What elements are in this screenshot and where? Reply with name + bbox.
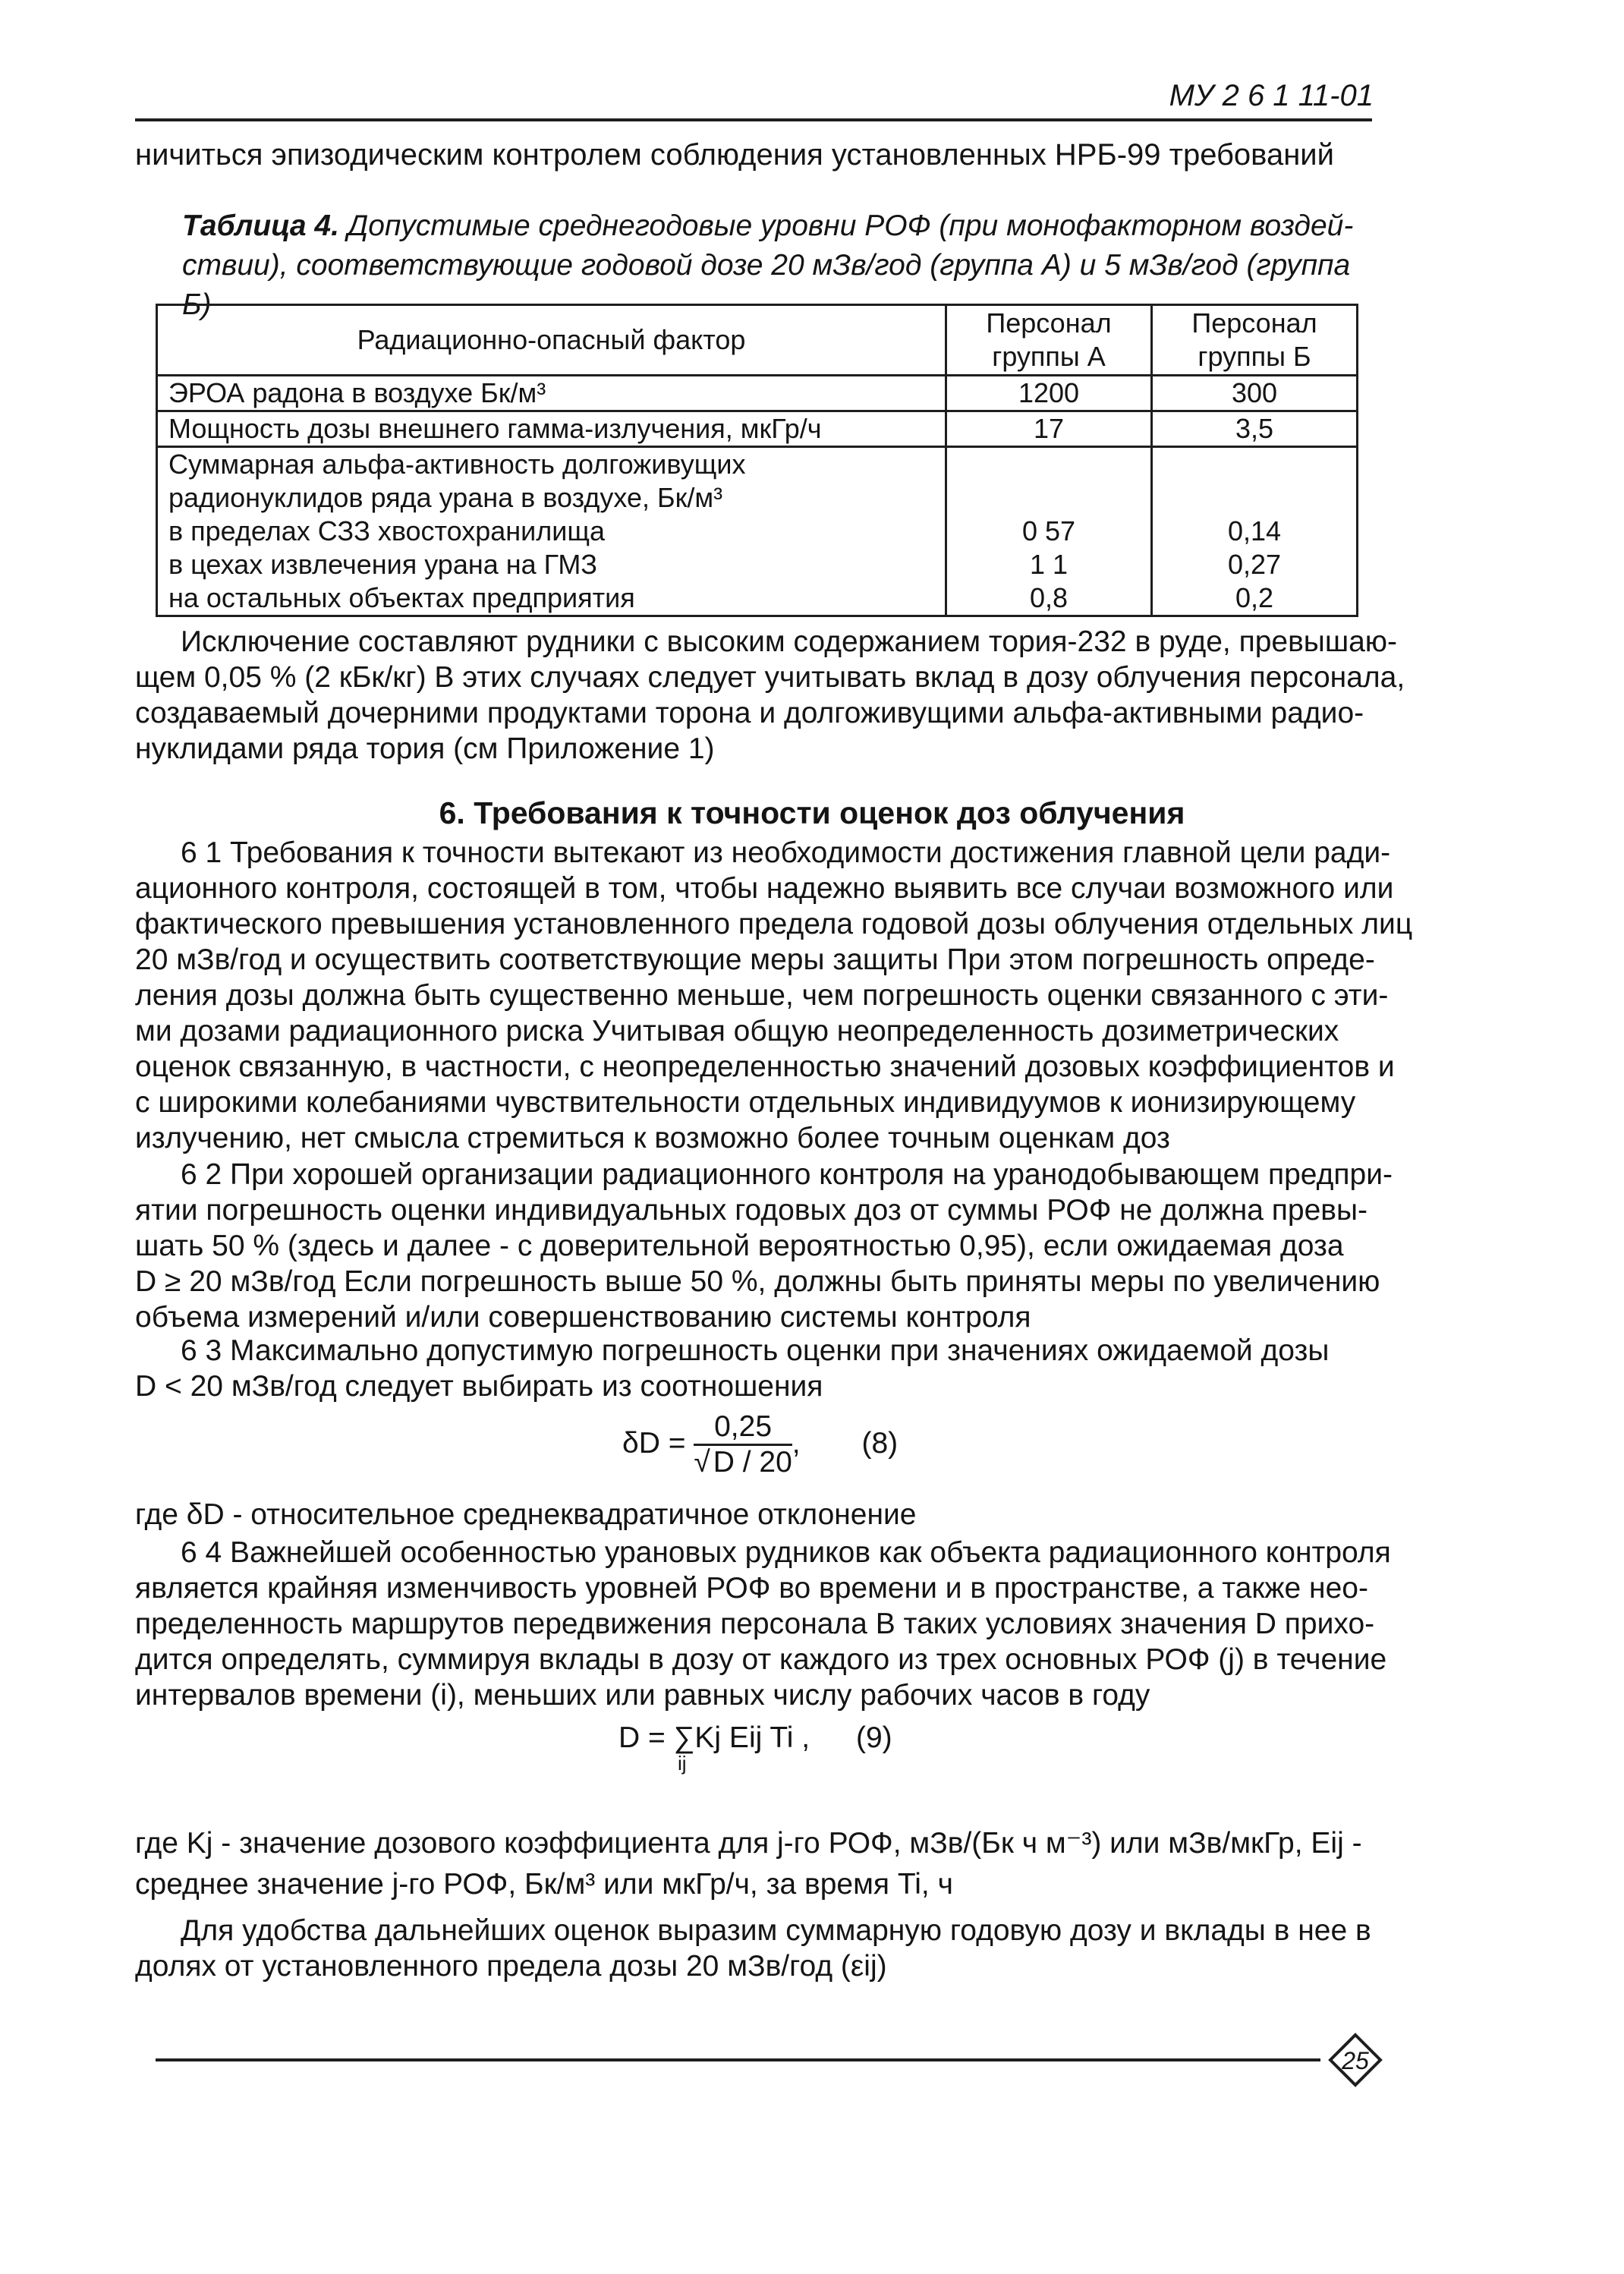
formula-8-number: (8) — [861, 1426, 899, 1460]
text-line: является крайняя изменчивость уровней РОФ во времени и в пространстве, а также нео- — [135, 1572, 1368, 1605]
group-item-factor: в пределах СЗЗ хвостохранилища — [168, 515, 606, 546]
text-line: Для удобства дальнейших оценок выразим суммарную годовую дозу и вклады в нее в — [181, 1914, 1371, 1947]
text-line: интервалов времени (i), меньших или равных числу рабочих часов в году — [135, 1679, 1150, 1712]
group-item-factor: в цехах извлечения урана на ГМЗ — [168, 549, 598, 580]
group-item-factor: на остальных объектах предприятия — [168, 582, 635, 613]
text-line: 6 4 Важнейшей особенностью урановых рудников как объекта радиационного контроля — [181, 1536, 1391, 1569]
text-line: где δD - относительное среднеквадратичное отклонение — [135, 1498, 917, 1531]
text-line: Исключение составляют рудники с высоким содержанием тория-232 в руде, превышаю- — [181, 625, 1398, 658]
text-line: объема измерений и/или совершенствованию системы контроля — [135, 1301, 1031, 1334]
text-line: шать 50 % (здесь и далее - с доверительной вероятностью 0,95), если ожидаемая доза — [135, 1230, 1344, 1262]
text-line: ления дозы должна быть существенно меньше, чем погрешность оценки связанного с эти- — [135, 979, 1389, 1012]
group-item-value-a: 0,8 — [1029, 582, 1069, 613]
formula-9-expression: D = ∑Kj Eij Ti , — [618, 1721, 810, 1754]
table-caption-text-1: Допустимые среднегодовые уровни РОФ (при монофакторном воздей- — [338, 209, 1354, 242]
text-line: ационного контроля, состоящей в том, чтобы надежно выявить все случаи возможного или — [135, 872, 1394, 905]
table-caption-text-2: ствии), соответствующие годовой дозе 20 мЗв/год (группа А) и 5 мЗв/год (группа Б) — [182, 249, 1351, 321]
text-line: фактического превышения установленного предела годовой дозы облучения отдельных лиц — [135, 908, 1413, 940]
header-factor: Радиационно-опасный фактор — [157, 305, 946, 376]
text-line: 6 3 Максимально допустимую погрешность оценки при значениях ожидаемой дозы — [181, 1334, 1330, 1367]
exception-paragraph — [135, 624, 1405, 767]
text-line: D ≥ 20 мЗв/год Если погрешность выше 50 %, должны быть приняты меры по увеличению — [135, 1265, 1380, 1298]
group-item-value-b: 0,14 — [1227, 515, 1282, 546]
page-number-badge — [1328, 2033, 1383, 2087]
text-line: 6 1 Требования к точности вытекают из необходимости достижения главной цели ради- — [181, 836, 1391, 869]
section-title: 6. Требования к точности оценок доз облучения — [439, 795, 1185, 830]
formula-9-where — [135, 1823, 1372, 1905]
text-line: с широкими колебаниями чувствительности отдельных индивидуумов к ионизирующему — [135, 1086, 1356, 1119]
table-caption-label: Таблица 4. — [182, 209, 339, 242]
continuation-line: ничиться эпизодическим контролем соблюдения установленных НРБ-99 требований — [135, 138, 1334, 172]
header-group-a-line2: группы А — [992, 341, 1106, 372]
text-line: оценок связанную, в частности, с неопределенностью значений дозовых коэффициентов и — [135, 1050, 1395, 1083]
row-value-a: 1200 — [946, 376, 1152, 411]
header-group-b-line1: Персонал — [1191, 307, 1317, 339]
text-line: 6 2 При хорошей организации радиационного контроля на уранодобывающем предпри- — [181, 1158, 1393, 1191]
group-item-value-a: 1 1 — [1029, 549, 1069, 580]
formula-9-subscript: ij — [678, 1752, 687, 1775]
text-line: дится определять, суммируя вклады в дозу от каждого из трех основных РОФ (j) в течение — [135, 1643, 1387, 1676]
formula-8-denominator: D / 20 — [710, 1444, 792, 1479]
row-factor: Мощность дозы внешнего гамма-излучения, мкГр/ч — [157, 411, 946, 447]
paragraph-6-3 — [135, 1333, 1372, 1404]
row-value-b: 300 — [1152, 376, 1358, 411]
group-item-value-a: 0 57 — [1021, 515, 1076, 546]
header-group-b — [1152, 305, 1358, 376]
paragraph-6-4 — [135, 1535, 1391, 1713]
group-item-value-b: 0,27 — [1227, 549, 1282, 580]
page-number: 25 — [1342, 2047, 1369, 2074]
paragraph-6-2 — [135, 1157, 1393, 1335]
header-group-a — [946, 305, 1152, 376]
text-line: создаваемый дочерними продуктами торона и долгоживущими альфа-активными радио- — [135, 697, 1364, 729]
text-line: щем 0,05 % (2 кБк/кг) В этих случаях следует учитывать вклад в дозу облучения персонала, — [135, 661, 1405, 694]
paragraph-6-1 — [135, 835, 1413, 1156]
row-factor: ЭРОА радона в воздухе Бк/м³ — [157, 376, 946, 411]
formula-8-numerator: 0,25 — [694, 1410, 792, 1446]
row-value-a: 17 — [946, 411, 1152, 447]
text-line: где Kj - значение дозового коэффициента для j-го РОФ, мЗв/(Бк ч м⁻³) или мЗв/мкГр, Eij - — [135, 1827, 1362, 1860]
formula-8-tail: , — [792, 1426, 801, 1460]
text-line: ятии погрешность оценки индивидуальных годовых доз от суммы РОФ не должна превы- — [135, 1194, 1368, 1227]
text-line: излучению, нет смысла стремиться к возможно более точным оценкам доз — [135, 1122, 1170, 1154]
group-title-line1: Суммарная альфа-активность долгоживущих — [168, 449, 746, 480]
group-values-b — [1152, 447, 1358, 616]
footer-divider — [156, 2058, 1320, 2061]
text-line: нуклидами ряда тория (см Приложение 1) — [135, 732, 715, 765]
header-group-b-line2: группы Б — [1198, 341, 1311, 372]
group-title-line2: радионуклидов ряда урана в воздухе, Бк/м³ — [168, 482, 723, 513]
table-row — [157, 411, 1358, 447]
formula-8-denominator-wrap: √ D / 20 — [694, 1446, 792, 1479]
text-line: ми дозами радиационного риска Учитывая общую неопределенность дозиметрических — [135, 1015, 1339, 1047]
header-divider — [135, 118, 1372, 121]
table-row — [157, 376, 1358, 411]
text-line: долях от установленного предела дозы 20 мЗв/год (εij) — [135, 1950, 887, 1983]
header-group-a-line1: Персонал — [986, 307, 1112, 339]
final-paragraph — [135, 1913, 1372, 1984]
formula-8-lhs: δD = — [622, 1426, 686, 1460]
group-factor-cell — [157, 447, 946, 616]
text-line: среднее значение j-го РОФ, Бк/м³ или мкГр/ч, за время Ti, ч — [135, 1868, 953, 1901]
formula-8-fraction — [694, 1410, 792, 1479]
text-line: 20 мЗв/год и осуществить соответствующие меры защиты При этом погрешность опреде- — [135, 943, 1375, 976]
formula-9-number: (9) — [855, 1721, 892, 1754]
formula-8 — [622, 1410, 898, 1479]
group-values-a — [946, 447, 1152, 616]
rof-levels-table — [156, 304, 1358, 617]
table-row-group — [157, 447, 1358, 616]
row-value-b: 3,5 — [1152, 411, 1358, 447]
text-line: пределенность маршрутов передвижения персонала В таких условиях значения D прихо- — [135, 1608, 1375, 1640]
formula-9 — [618, 1721, 892, 1775]
text-line: D < 20 мЗв/год следует выбирать из соотношения — [135, 1370, 823, 1403]
document-code: МУ 2 6 1 11-01 — [1169, 79, 1374, 112]
formula-8-where — [135, 1497, 1372, 1532]
table-header-row — [157, 305, 1358, 376]
group-item-value-b: 0,2 — [1235, 582, 1274, 613]
